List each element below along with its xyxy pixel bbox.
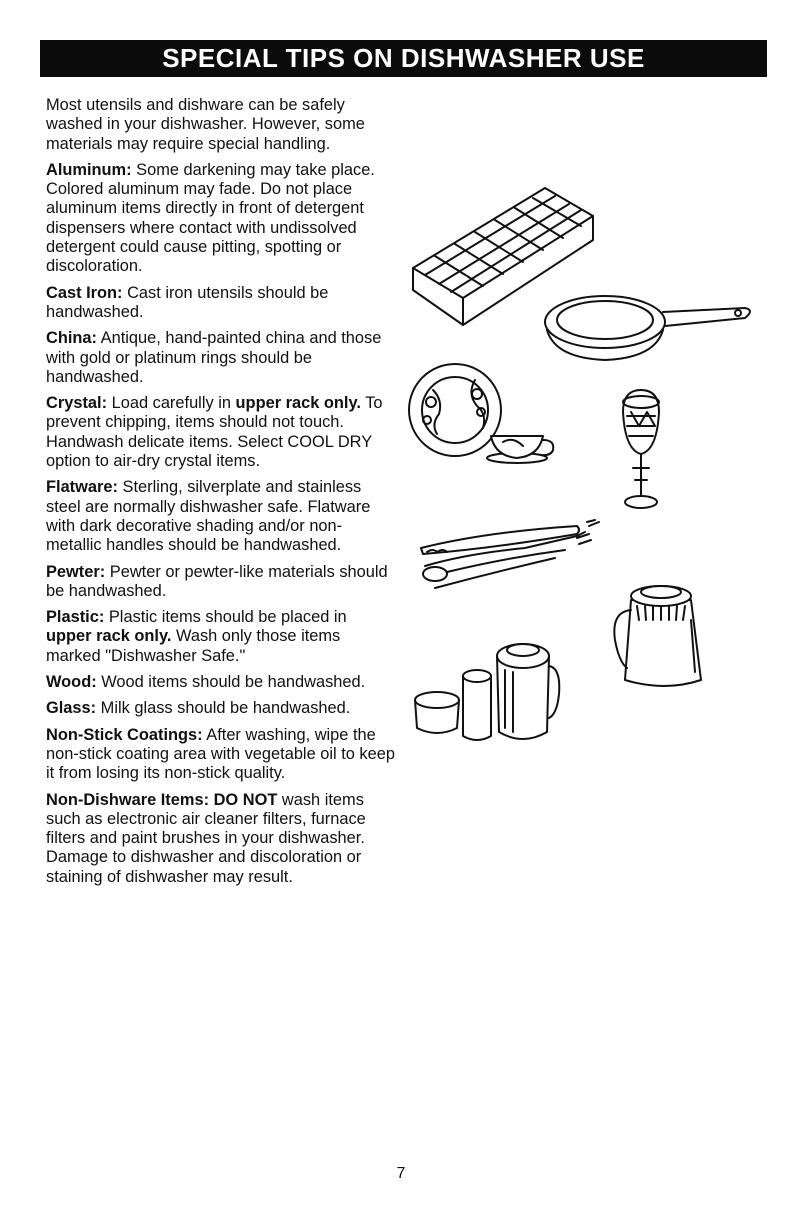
tip-term: Cast Iron: (46, 283, 123, 302)
tip-non-dishware (46, 791, 396, 887)
teacup-icon (487, 436, 553, 463)
china-plate-icon (409, 364, 501, 456)
tip-china (46, 329, 396, 387)
tip-text: Some darkening may take place. Colored aluminum may fade. Do not place aluminum items directly in front of detergent dispensers where contact with undissolved detergent could cause pitting, spotting or discoloration. (46, 160, 375, 276)
tip-text: Milk glass should be handwashed. (100, 699, 351, 718)
page-number: 7 (396, 1165, 406, 1182)
tip-term: Plastic: (46, 608, 105, 627)
tip-flatware (46, 478, 396, 555)
coffee-pot-icon (614, 586, 701, 686)
dishware-illustration (405, 180, 775, 750)
tip-crystal (46, 394, 396, 471)
tip-text: Plastic items should be placed in (108, 608, 347, 627)
tip-aluminum (46, 161, 396, 277)
tip-term: Aluminum: (46, 160, 132, 179)
tip-plastic (46, 608, 396, 666)
tip-term: China: (46, 329, 97, 348)
tip-text: Wood items should be handwashed. (101, 673, 366, 692)
plastic-containers-icon (415, 644, 559, 740)
tip-text: Sterling, silverplate and stainless steel are normally dishwasher safe. Flatware with dark decorative shading and/or non-metallic handles should be handwashed. (46, 478, 371, 555)
crystal-goblet-icon (623, 390, 659, 508)
tip-text: After washing, wipe the non-stick coating area with vegetable oil to keep it from losing its non-stick quality. (46, 725, 395, 783)
tip-cast-iron (46, 284, 396, 323)
tip-term: Pewter: (46, 562, 106, 581)
page-title-banner (40, 40, 767, 77)
tip-term: Non-Stick Coatings: (46, 725, 203, 744)
tip-term: Non-Dishware Items: (46, 790, 210, 809)
tip-text: To prevent chipping, items should not touch. Handwash delicate items. Select COOL DRY option to air-dry crystal items. (46, 394, 383, 471)
tip-text: Pewter or pewter-like materials should be handwashed. (46, 562, 388, 600)
tip-non-stick (46, 726, 396, 784)
flatware-icon (421, 520, 599, 588)
frying-pan-icon (545, 296, 750, 360)
tip-term: Flatware: (46, 478, 118, 497)
tip-text: Wash only those items marked "Dishwasher Safe." (46, 627, 341, 665)
tip-wood (46, 673, 396, 692)
tip-emphasis: DO NOT (213, 790, 278, 809)
tip-glass (46, 699, 396, 718)
intro-paragraph: Most utensils and dishware can be safely washed in your dishwasher. However, some materials may require special handling. (46, 96, 365, 153)
tip-term: Wood: (46, 673, 97, 692)
page-title: SPECIAL TIPS ON DISHWASHER USE (162, 43, 645, 73)
tip-pewter (46, 563, 396, 602)
tip-text: Cast iron utensils should be handwashed. (46, 283, 329, 321)
tips-column (46, 96, 396, 894)
tip-term: Crystal: (46, 394, 108, 413)
tip-text: Load carefully in (111, 394, 231, 413)
tip-text: wash items such as electronic air cleaner filters, furnace filters and paint brushes in your dishwasher. Damage to dishwasher and discoloration or staining of dishwasher may result. (46, 790, 366, 886)
tip-term: Glass: (46, 699, 97, 718)
tip-emphasis: upper rack only. (235, 394, 361, 413)
tip-text: Antique, hand-painted china and those with gold or platinum rings should be handwashed. (46, 329, 382, 386)
tip-emphasis: upper rack only. (46, 627, 172, 646)
